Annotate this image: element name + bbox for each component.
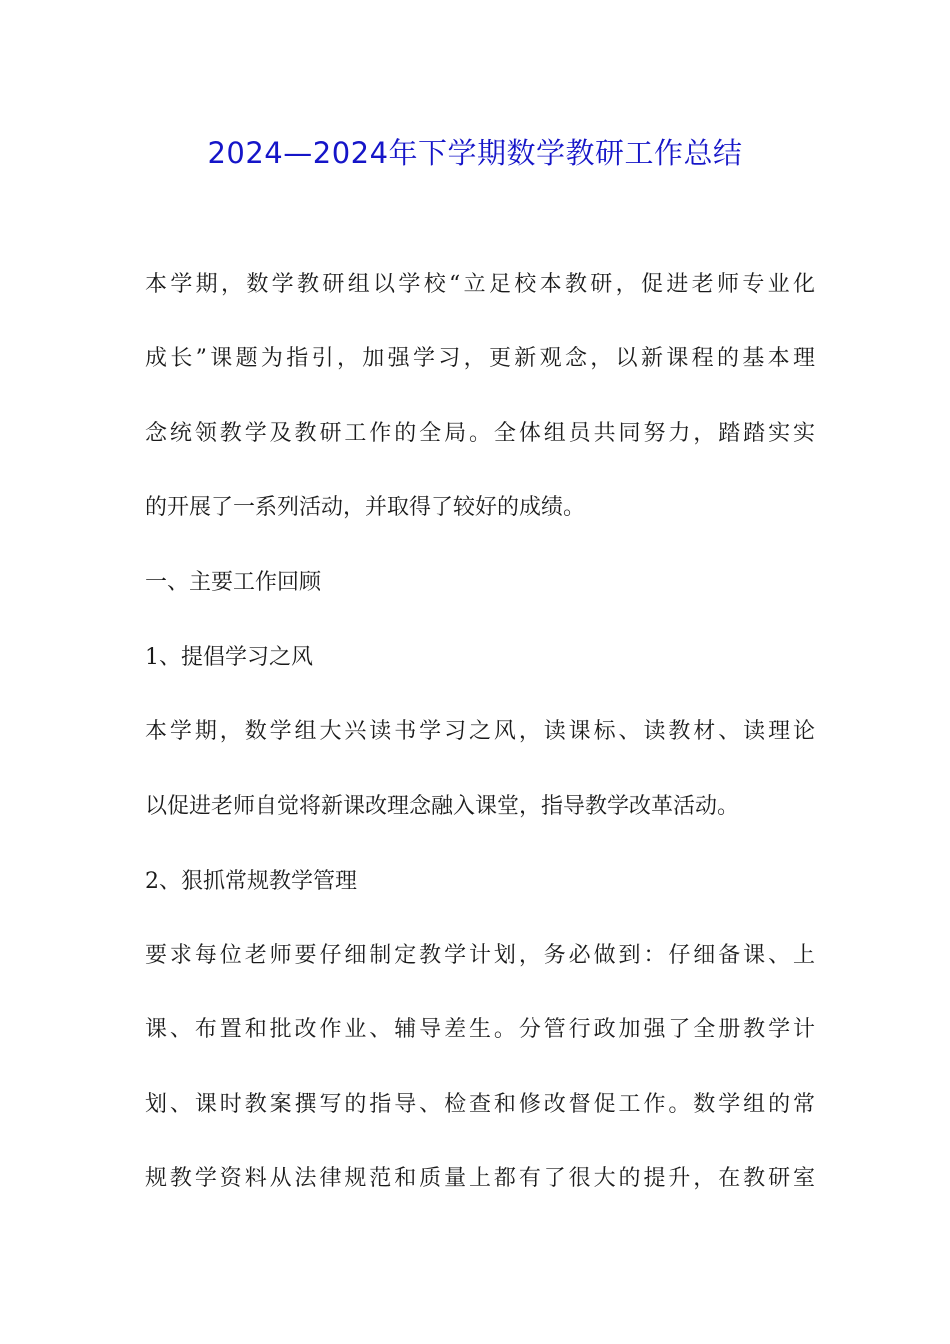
- subsection-heading-2: 2、狠抓常规教学管理: [145, 869, 357, 894]
- body-line-8: 以促进老师自觉将新课改理念融入课堂，指导教学改革活动。: [145, 794, 740, 819]
- body-line-10: 要求每位老师要仔细制定教学计划，务必做到：仔细备课、上: [145, 943, 815, 968]
- body-line-2: 成长”课题为指引，加强学习，更新观念，以新课程的基本理: [145, 346, 815, 371]
- document-title: 2024—2024年下学期数学教研工作总结: [207, 136, 743, 170]
- body-line-1: 本学期，数学教研组以学校“立足校本教研，促进老师专业化: [145, 272, 815, 297]
- body-line-4: 的开展了一系列活动，并取得了较好的成绩。: [145, 495, 586, 520]
- body-line-13: 规教学资料从法律规范和质量上都有了很大的提升，在教研室: [145, 1166, 815, 1191]
- subsection-heading-1: 1、提倡学习之风: [145, 645, 313, 670]
- body-line-11: 课、布置和批改作业、辅导差生。分管行政加强了全册教学计: [145, 1017, 815, 1042]
- body-line-7: 本学期，数学组大兴读书学习之风，读课标、读教材、读理论: [145, 719, 815, 744]
- section-heading: 一、主要工作回顾: [145, 570, 322, 595]
- body-line-12: 划、课时教案撰写的指导、检查和修改督促工作。数学组的常: [145, 1092, 815, 1117]
- body-line-3: 念统领教学及教研工作的全局。全体组员共同努力，踏踏实实: [145, 421, 815, 446]
